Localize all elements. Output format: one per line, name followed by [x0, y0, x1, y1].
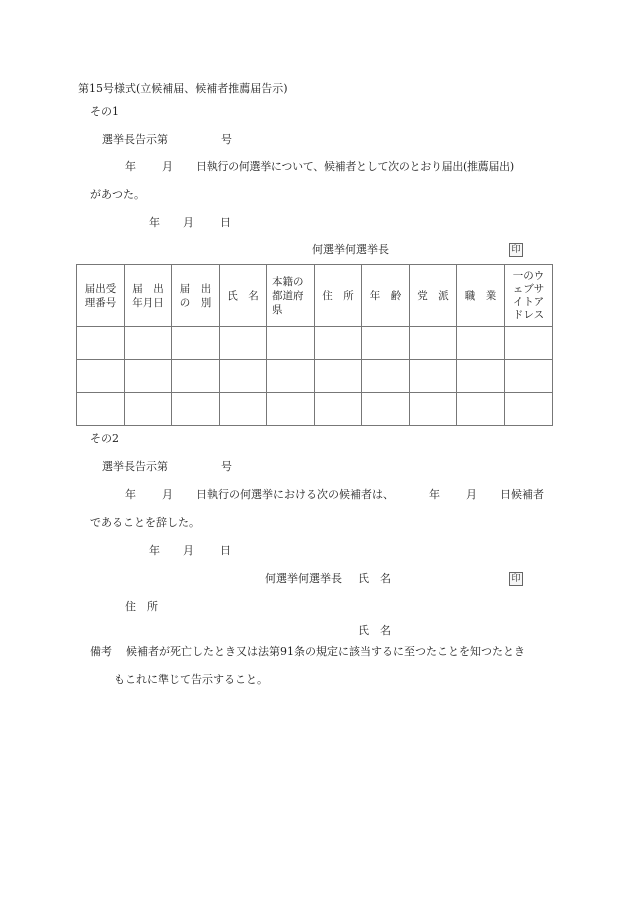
form-title: 第15号様式(立候補届、候補者推薦届告示): [78, 82, 288, 95]
header-party: 党 派: [410, 265, 457, 327]
table-cell: [172, 327, 220, 360]
table-row: [77, 327, 553, 360]
table-cell: [362, 393, 410, 426]
table-cell: [505, 327, 553, 360]
part1-month-label: 月: [162, 160, 173, 173]
header-website: 一のウ ェブサ イトア ドレス: [505, 265, 553, 327]
header-filing-date: 届 出 年月日: [125, 265, 172, 327]
table-cell: [172, 393, 220, 426]
part1-signatory: 何選挙何選挙長: [312, 243, 389, 256]
table-cell: [410, 393, 457, 426]
remarks-line2: もこれに準じて告示すること。: [114, 673, 268, 686]
header-name: 氏 名: [220, 265, 267, 327]
table-row: [77, 393, 553, 426]
header-age: 年 齢: [362, 265, 410, 327]
part2-date-day: 日: [220, 544, 231, 557]
part2-notice-suffix: 号: [221, 460, 232, 473]
part2-month2-label: 月: [466, 488, 477, 501]
table-cell: [410, 360, 457, 393]
part2-year2-label: 年: [429, 488, 440, 501]
table-cell: [362, 327, 410, 360]
table-cell: [505, 393, 553, 426]
table-cell: [125, 393, 172, 426]
table-cell: [457, 327, 505, 360]
part1-date-year: 年: [149, 216, 160, 229]
part2-date-month: 月: [183, 544, 194, 557]
part2-address-label: 住 所: [125, 600, 158, 613]
part2-date-year: 年: [149, 544, 160, 557]
table-cell: [267, 360, 315, 393]
part2-heading: その2: [90, 432, 119, 445]
part1-year-label: 年: [125, 160, 136, 173]
table-cell: [267, 327, 315, 360]
part1-heading: その1: [90, 105, 119, 118]
part2-signatory: 何選挙何選挙長: [265, 572, 342, 585]
part1-body-line1: 日執行の何選挙について、候補者として次のとおり届出(推薦届出): [196, 160, 514, 173]
part2-body-rest: 日候補者: [500, 488, 544, 501]
part2-month-label: 月: [162, 488, 173, 501]
table-cell: [220, 327, 267, 360]
table-cell: [267, 393, 315, 426]
part1-date-month: 月: [183, 216, 194, 229]
table-cell: [77, 360, 125, 393]
part2-name-label: 氏 名: [358, 624, 391, 637]
table-cell: [457, 360, 505, 393]
table-cell: [220, 393, 267, 426]
table-cell: [315, 393, 362, 426]
part1-body-line2: があつた。: [90, 188, 145, 201]
header-receipt-number: 届出受 理番号: [77, 265, 125, 327]
seal-stamp: 印: [509, 243, 523, 257]
table-cell: [315, 360, 362, 393]
table-cell: [172, 360, 220, 393]
table-cell: [410, 327, 457, 360]
part2-signatory-name-label: 氏 名: [358, 572, 391, 585]
table-cell: [362, 360, 410, 393]
header-address: 住 所: [315, 265, 362, 327]
header-occupation: 職 業: [457, 265, 505, 327]
part1-date-day: 日: [220, 216, 231, 229]
table-row: [77, 360, 553, 393]
remarks-label: 備考: [90, 645, 112, 658]
table-cell: [125, 360, 172, 393]
table-cell: [77, 393, 125, 426]
part2-body-mid: 日執行の何選挙における次の候補者は、: [196, 488, 394, 501]
part1-notice-prefix: 選挙長告示第: [102, 133, 168, 146]
part2-body-line2: であることを辞した。: [90, 516, 200, 529]
part2-year-label: 年: [125, 488, 136, 501]
table-cell: [505, 360, 553, 393]
table-cell: [315, 327, 362, 360]
remarks-line1: 候補者が死亡したとき又は法第91条の規定に該当するに至つたことを知つたとき: [126, 645, 525, 658]
part2-notice-prefix: 選挙長告示第: [102, 460, 168, 473]
table-cell: [457, 393, 505, 426]
table-cell: [125, 327, 172, 360]
part1-notice-suffix: 号: [221, 133, 232, 146]
seal-stamp: 印: [509, 572, 523, 586]
header-domicile-prefecture: 本籍の 都道府 県: [267, 265, 315, 327]
candidate-table: [76, 264, 553, 426]
table-cell: [77, 327, 125, 360]
table-header-row: [77, 265, 553, 327]
header-filing-type: 届 出 の 別: [172, 265, 220, 327]
table-cell: [220, 360, 267, 393]
